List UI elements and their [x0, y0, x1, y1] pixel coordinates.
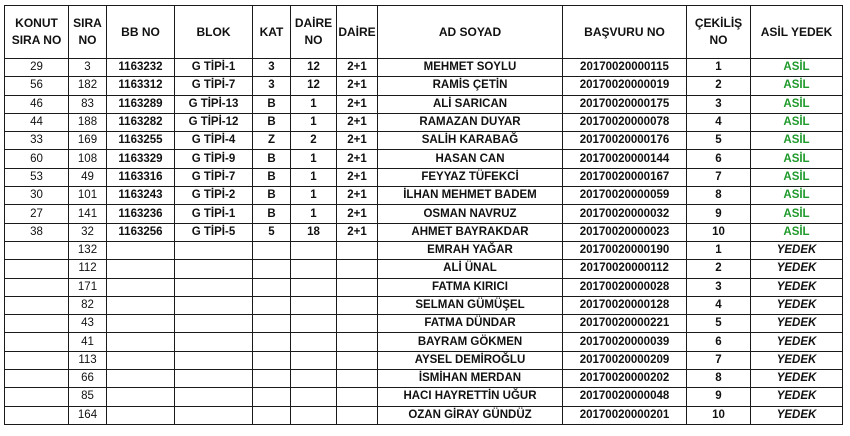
cell-daire-no: 1: [291, 113, 337, 131]
cell-daire: [337, 333, 378, 351]
cell-daire-no: [291, 296, 337, 314]
cell-sira-no: 188: [69, 113, 107, 131]
cell-daire-no: 1: [291, 150, 337, 168]
cell-asil-yedek: YEDEK: [751, 388, 843, 406]
cell-blok: [175, 315, 253, 333]
cell-ad-soyad: ALİ ÜNAL: [378, 260, 563, 278]
cell-asil-yedek: YEDEK: [751, 241, 843, 259]
cell-daire-no: 1: [291, 205, 337, 223]
cell-konut-sira-no: [5, 406, 69, 424]
cell-basvuru-no: 20170020000112: [563, 260, 687, 278]
cell-daire: [337, 296, 378, 314]
cell-konut-sira-no: 46: [5, 95, 69, 113]
table-row: [5, 278, 843, 296]
cell-daire-no: [291, 370, 337, 388]
cell-sira-no: 82: [69, 296, 107, 314]
cell-basvuru-no: 20170020000023: [563, 223, 687, 241]
cell-ad-soyad: BAYRAM GÖKMEN: [378, 333, 563, 351]
cell-kat: Z: [253, 132, 291, 150]
cell-basvuru-no: 20170020000175: [563, 95, 687, 113]
cell-sira-no: 112: [69, 260, 107, 278]
cell-asil-yedek: YEDEK: [751, 278, 843, 296]
cell-ad-soyad: ALİ SARICAN: [378, 95, 563, 113]
cell-ad-soyad: EMRAH YAĞAR: [378, 241, 563, 259]
table-body: [5, 59, 843, 425]
header-row: [5, 6, 843, 59]
header-sira-no: SIRA NO: [69, 6, 107, 59]
cell-daire: 2+1: [337, 187, 378, 205]
cell-blok: [175, 388, 253, 406]
cell-kat: [253, 296, 291, 314]
cell-ad-soyad: MEHMET SOYLU: [378, 59, 563, 77]
cell-sira-no: 49: [69, 168, 107, 186]
cell-cekilis-no: 5: [687, 315, 751, 333]
cell-basvuru-no: 20170020000039: [563, 333, 687, 351]
cell-kat: B: [253, 205, 291, 223]
cell-daire: 2+1: [337, 77, 378, 95]
cell-sira-no: 164: [69, 406, 107, 424]
cell-asil-yedek: ASİL: [751, 187, 843, 205]
cell-ad-soyad: AHMET BAYRAKDAR: [378, 223, 563, 241]
cell-cekilis-no: 2: [687, 77, 751, 95]
cell-daire: 2+1: [337, 150, 378, 168]
cell-konut-sira-no: 27: [5, 205, 69, 223]
cell-konut-sira-no: 56: [5, 77, 69, 95]
cell-bb-no: [107, 278, 175, 296]
table-row: [5, 59, 843, 77]
cell-asil-yedek: ASİL: [751, 95, 843, 113]
table-row: [5, 241, 843, 259]
cell-ad-soyad: HASAN CAN: [378, 150, 563, 168]
cell-asil-yedek: ASİL: [751, 223, 843, 241]
cell-blok: G TİPİ-7: [175, 168, 253, 186]
cell-ad-soyad: RAMİS ÇETİN: [378, 77, 563, 95]
header-ad-soyad: AD SOYAD: [378, 6, 563, 59]
cell-daire-no: [291, 260, 337, 278]
cell-ad-soyad: İLHAN MEHMET BADEM: [378, 187, 563, 205]
cell-sira-no: 169: [69, 132, 107, 150]
header-cekilis-no: ÇEKİLİŞ NO: [687, 6, 751, 59]
table-row: [5, 132, 843, 150]
cell-sira-no: 3: [69, 59, 107, 77]
cell-daire-no: 1: [291, 95, 337, 113]
cell-ad-soyad: AYSEL DEMİROĞLU: [378, 351, 563, 369]
cell-ad-soyad: FEYYAZ TÜFEKCİ: [378, 168, 563, 186]
table-row: [5, 205, 843, 223]
cell-cekilis-no: 9: [687, 388, 751, 406]
cell-blok: [175, 278, 253, 296]
cell-konut-sira-no: [5, 278, 69, 296]
cell-daire-no: [291, 406, 337, 424]
cell-bb-no: 1163255: [107, 132, 175, 150]
cell-daire-no: [291, 315, 337, 333]
cell-ad-soyad: FATMA KIRICI: [378, 278, 563, 296]
cell-basvuru-no: 20170020000019: [563, 77, 687, 95]
cell-kat: B: [253, 150, 291, 168]
cell-blok: [175, 333, 253, 351]
cell-cekilis-no: 1: [687, 59, 751, 77]
cell-sira-no: 32: [69, 223, 107, 241]
cell-ad-soyad: İSMİHAN MERDAN: [378, 370, 563, 388]
cell-blok: [175, 351, 253, 369]
cell-daire-no: [291, 333, 337, 351]
cell-asil-yedek: ASİL: [751, 59, 843, 77]
cell-cekilis-no: 9: [687, 205, 751, 223]
cell-basvuru-no: 20170020000059: [563, 187, 687, 205]
cell-cekilis-no: 4: [687, 296, 751, 314]
cell-daire: [337, 241, 378, 259]
cell-blok: G TİPİ-5: [175, 223, 253, 241]
table-row: [5, 113, 843, 131]
cell-daire-no: 1: [291, 168, 337, 186]
cell-bb-no: 1163232: [107, 59, 175, 77]
cell-asil-yedek: ASİL: [751, 168, 843, 186]
cell-kat: B: [253, 168, 291, 186]
cell-asil-yedek: YEDEK: [751, 370, 843, 388]
cell-ad-soyad: HACI HAYRETTİN UĞUR: [378, 388, 563, 406]
cell-daire-no: [291, 351, 337, 369]
cell-daire-no: [291, 241, 337, 259]
cell-daire: [337, 370, 378, 388]
cell-kat: [253, 278, 291, 296]
cell-basvuru-no: 20170020000128: [563, 296, 687, 314]
cell-ad-soyad: FATMA DÜNDAR: [378, 315, 563, 333]
cell-konut-sira-no: 30: [5, 187, 69, 205]
cell-basvuru-no: 20170020000028: [563, 278, 687, 296]
cell-kat: [253, 388, 291, 406]
cell-kat: B: [253, 113, 291, 131]
cell-daire: 2+1: [337, 205, 378, 223]
cell-blok: [175, 296, 253, 314]
table-row: [5, 77, 843, 95]
cell-cekilis-no: 5: [687, 132, 751, 150]
cell-konut-sira-no: [5, 315, 69, 333]
cell-blok: G TİPİ-7: [175, 77, 253, 95]
cell-asil-yedek: ASİL: [751, 205, 843, 223]
cell-asil-yedek: YEDEK: [751, 315, 843, 333]
table-row: [5, 168, 843, 186]
cell-asil-yedek: ASİL: [751, 113, 843, 131]
cell-bb-no: [107, 241, 175, 259]
table-row: [5, 406, 843, 424]
table-row: [5, 187, 843, 205]
table-row: [5, 333, 843, 351]
header-bb-no: BB NO: [107, 6, 175, 59]
cell-cekilis-no: 10: [687, 406, 751, 424]
cell-konut-sira-no: [5, 333, 69, 351]
cell-bb-no: 1163256: [107, 223, 175, 241]
cell-sira-no: 108: [69, 150, 107, 168]
cell-blok: [175, 241, 253, 259]
cell-bb-no: [107, 296, 175, 314]
cell-cekilis-no: 6: [687, 333, 751, 351]
lottery-results-table: [4, 5, 843, 425]
cell-sira-no: 182: [69, 77, 107, 95]
cell-daire: [337, 315, 378, 333]
cell-bb-no: [107, 351, 175, 369]
header-daire-no: DAİRE NO: [291, 6, 337, 59]
cell-sira-no: 85: [69, 388, 107, 406]
cell-basvuru-no: 20170020000209: [563, 351, 687, 369]
cell-kat: 5: [253, 223, 291, 241]
cell-daire-no: 2: [291, 132, 337, 150]
cell-kat: [253, 315, 291, 333]
cell-daire-no: 12: [291, 59, 337, 77]
cell-basvuru-no: 20170020000201: [563, 406, 687, 424]
cell-kat: [253, 241, 291, 259]
cell-bb-no: 1163282: [107, 113, 175, 131]
cell-konut-sira-no: [5, 260, 69, 278]
cell-daire: [337, 388, 378, 406]
cell-sira-no: 113: [69, 351, 107, 369]
cell-kat: 3: [253, 77, 291, 95]
cell-sira-no: 43: [69, 315, 107, 333]
cell-asil-yedek: ASİL: [751, 77, 843, 95]
cell-asil-yedek: YEDEK: [751, 351, 843, 369]
cell-blok: G TİPİ-12: [175, 113, 253, 131]
cell-basvuru-no: 20170020000144: [563, 150, 687, 168]
cell-cekilis-no: 4: [687, 113, 751, 131]
cell-kat: [253, 351, 291, 369]
cell-konut-sira-no: 44: [5, 113, 69, 131]
cell-sira-no: 101: [69, 187, 107, 205]
cell-bb-no: 1163243: [107, 187, 175, 205]
cell-daire-no: [291, 278, 337, 296]
header-blok: BLOK: [175, 6, 253, 59]
cell-cekilis-no: 7: [687, 168, 751, 186]
cell-basvuru-no: 20170020000190: [563, 241, 687, 259]
cell-blok: G TİPİ-4: [175, 132, 253, 150]
cell-cekilis-no: 2: [687, 260, 751, 278]
cell-ad-soyad: SALİH KARABAĞ: [378, 132, 563, 150]
cell-basvuru-no: 20170020000115: [563, 59, 687, 77]
cell-blok: [175, 370, 253, 388]
table-row: [5, 315, 843, 333]
cell-cekilis-no: 6: [687, 150, 751, 168]
cell-daire-no: 1: [291, 187, 337, 205]
cell-konut-sira-no: [5, 351, 69, 369]
cell-blok: G TİPİ-1: [175, 205, 253, 223]
cell-konut-sira-no: [5, 296, 69, 314]
table-row: [5, 95, 843, 113]
cell-bb-no: [107, 370, 175, 388]
cell-asil-yedek: ASİL: [751, 150, 843, 168]
cell-bb-no: [107, 388, 175, 406]
cell-blok: [175, 406, 253, 424]
cell-basvuru-no: 20170020000176: [563, 132, 687, 150]
cell-blok: G TİPİ-1: [175, 59, 253, 77]
cell-asil-yedek: ASİL: [751, 132, 843, 150]
cell-bb-no: [107, 260, 175, 278]
cell-bb-no: 1163236: [107, 205, 175, 223]
cell-daire-no: 12: [291, 77, 337, 95]
cell-daire: [337, 260, 378, 278]
cell-bb-no: 1163316: [107, 168, 175, 186]
lottery-results-document: [4, 5, 843, 425]
cell-bb-no: [107, 333, 175, 351]
cell-konut-sira-no: [5, 388, 69, 406]
cell-kat: [253, 406, 291, 424]
cell-kat: B: [253, 187, 291, 205]
cell-daire: 2+1: [337, 132, 378, 150]
header-konut-sira-no: KONUT SIRA NO: [5, 6, 69, 59]
header-daire: DAİRE: [337, 6, 378, 59]
header-asil-yedek: ASİL YEDEK: [751, 6, 843, 59]
cell-cekilis-no: 3: [687, 278, 751, 296]
cell-basvuru-no: 20170020000078: [563, 113, 687, 131]
cell-kat: [253, 333, 291, 351]
table-row: [5, 150, 843, 168]
cell-cekilis-no: 10: [687, 223, 751, 241]
cell-ad-soyad: RAMAZAN DUYAR: [378, 113, 563, 131]
cell-daire: 2+1: [337, 95, 378, 113]
cell-daire: 2+1: [337, 113, 378, 131]
cell-blok: G TİPİ-13: [175, 95, 253, 113]
table-row: [5, 351, 843, 369]
cell-daire: 2+1: [337, 223, 378, 241]
cell-sira-no: 132: [69, 241, 107, 259]
cell-basvuru-no: 20170020000202: [563, 370, 687, 388]
cell-asil-yedek: YEDEK: [751, 296, 843, 314]
cell-kat: B: [253, 95, 291, 113]
cell-bb-no: 1163312: [107, 77, 175, 95]
table-row: [5, 223, 843, 241]
cell-asil-yedek: YEDEK: [751, 406, 843, 424]
cell-konut-sira-no: 38: [5, 223, 69, 241]
cell-konut-sira-no: 60: [5, 150, 69, 168]
cell-asil-yedek: YEDEK: [751, 260, 843, 278]
cell-bb-no: [107, 315, 175, 333]
cell-basvuru-no: 20170020000221: [563, 315, 687, 333]
cell-sira-no: 83: [69, 95, 107, 113]
cell-kat: 3: [253, 59, 291, 77]
cell-konut-sira-no: [5, 241, 69, 259]
cell-ad-soyad: SELMAN GÜMÜŞEL: [378, 296, 563, 314]
cell-konut-sira-no: 53: [5, 168, 69, 186]
cell-blok: G TİPİ-9: [175, 150, 253, 168]
cell-bb-no: 1163289: [107, 95, 175, 113]
cell-ad-soyad: OZAN GİRAY GÜNDÜZ: [378, 406, 563, 424]
header-kat: KAT: [253, 6, 291, 59]
cell-sira-no: 141: [69, 205, 107, 223]
cell-daire: 2+1: [337, 168, 378, 186]
cell-sira-no: 41: [69, 333, 107, 351]
cell-daire-no: [291, 388, 337, 406]
cell-cekilis-no: 7: [687, 351, 751, 369]
cell-daire-no: 18: [291, 223, 337, 241]
cell-basvuru-no: 20170020000048: [563, 388, 687, 406]
table-row: [5, 370, 843, 388]
cell-daire: [337, 406, 378, 424]
cell-basvuru-no: 20170020000032: [563, 205, 687, 223]
cell-bb-no: [107, 406, 175, 424]
cell-blok: G TİPİ-2: [175, 187, 253, 205]
cell-konut-sira-no: 33: [5, 132, 69, 150]
cell-basvuru-no: 20170020000167: [563, 168, 687, 186]
cell-cekilis-no: 8: [687, 187, 751, 205]
table-row: [5, 296, 843, 314]
cell-cekilis-no: 1: [687, 241, 751, 259]
cell-asil-yedek: YEDEK: [751, 333, 843, 351]
cell-cekilis-no: 8: [687, 370, 751, 388]
cell-kat: [253, 260, 291, 278]
cell-blok: [175, 260, 253, 278]
cell-kat: [253, 370, 291, 388]
cell-daire: 2+1: [337, 59, 378, 77]
cell-konut-sira-no: 29: [5, 59, 69, 77]
cell-sira-no: 66: [69, 370, 107, 388]
cell-bb-no: 1163329: [107, 150, 175, 168]
cell-ad-soyad: OSMAN NAVRUZ: [378, 205, 563, 223]
header-basvuru-no: BAŞVURU NO: [563, 6, 687, 59]
cell-daire: [337, 278, 378, 296]
cell-sira-no: 171: [69, 278, 107, 296]
table-row: [5, 260, 843, 278]
cell-cekilis-no: 3: [687, 95, 751, 113]
table-row: [5, 388, 843, 406]
cell-konut-sira-no: [5, 370, 69, 388]
cell-daire: [337, 351, 378, 369]
